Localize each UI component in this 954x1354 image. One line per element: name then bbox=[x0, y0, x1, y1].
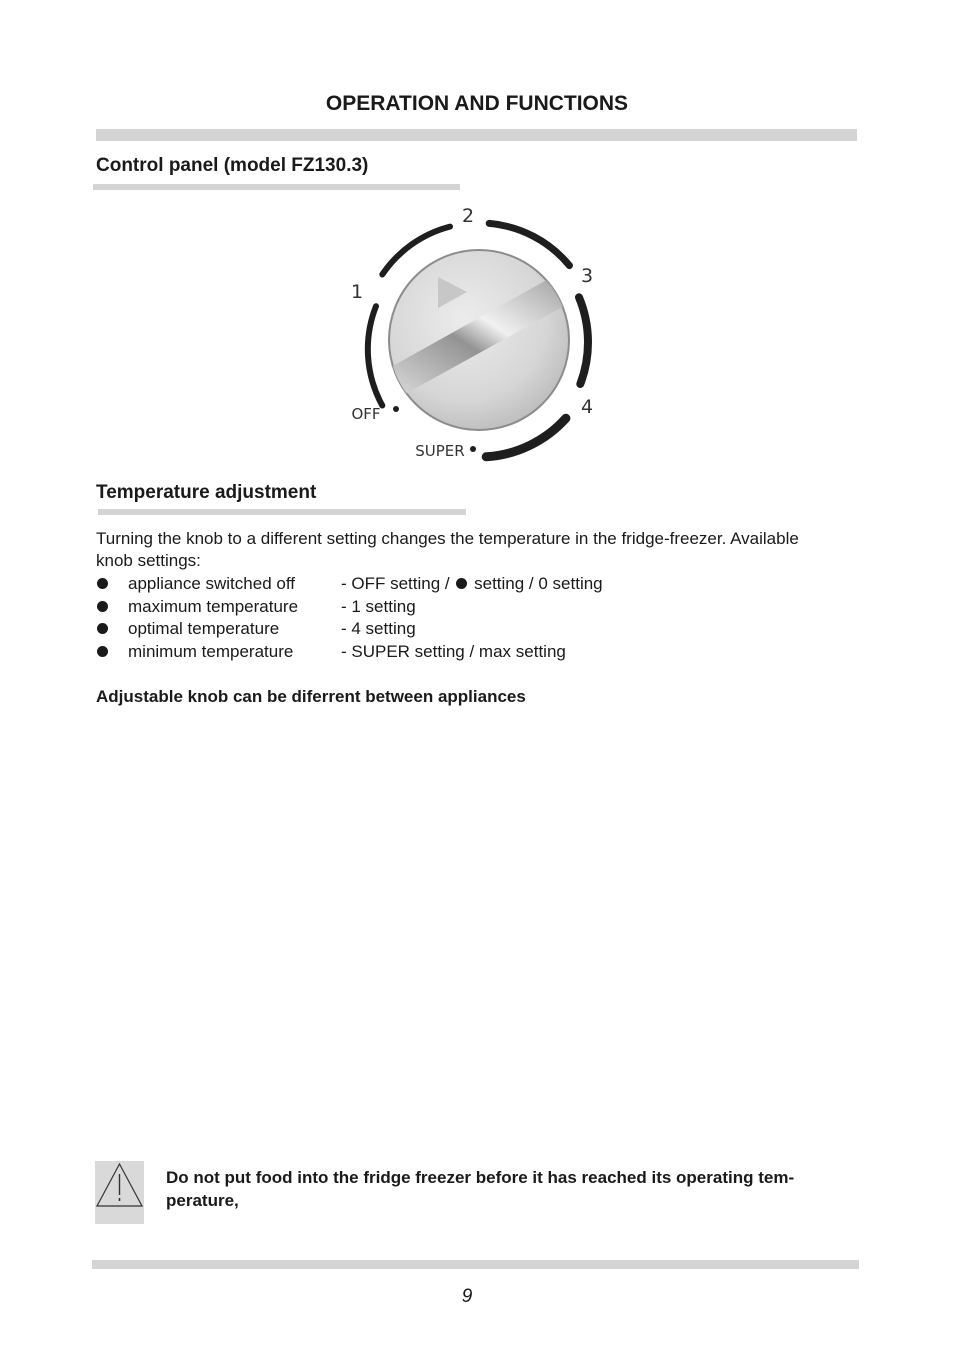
list-item-value: - 4 setting bbox=[341, 619, 416, 639]
knob-label-3: 3 bbox=[580, 265, 594, 287]
knob-label-off: OFF bbox=[351, 405, 381, 423]
list-item bbox=[96, 641, 856, 664]
temperature-underline bbox=[98, 509, 466, 515]
super-dot-icon bbox=[470, 446, 476, 452]
list-item-label: appliance switched off bbox=[128, 574, 295, 593]
knob-label-2: 2 bbox=[461, 205, 475, 227]
page-number: 9 bbox=[461, 1286, 473, 1307]
bullet-icon bbox=[97, 623, 108, 634]
scale-arc-3-4 bbox=[579, 297, 588, 384]
off-dot-icon bbox=[393, 406, 399, 412]
bullet-icon bbox=[97, 601, 108, 612]
list-item-label: maximum temperature bbox=[128, 596, 299, 616]
intro-line-2: knob settings: bbox=[96, 551, 201, 570]
list-item bbox=[96, 573, 856, 596]
list-item-value: - SUPER setting / max setting bbox=[341, 642, 566, 662]
list-item-value: - 1 setting bbox=[341, 596, 416, 616]
list-item-label: minimum temperature bbox=[128, 642, 294, 662]
list-item-value bbox=[341, 573, 603, 595]
warning-text bbox=[166, 1166, 856, 1212]
scale-arc-off-1 bbox=[368, 306, 382, 405]
bullet-icon bbox=[97, 578, 108, 589]
value-suffix: setting / 0 setting bbox=[474, 574, 603, 593]
dot-symbol-icon bbox=[456, 578, 467, 589]
value-prefix: - OFF setting / bbox=[341, 574, 450, 593]
knob-settings-list bbox=[96, 573, 856, 664]
warning-box bbox=[95, 1161, 144, 1224]
temperature-intro bbox=[96, 528, 866, 572]
list-item-label: optimal temperature bbox=[128, 619, 280, 639]
knob-label-1: 1 bbox=[350, 281, 364, 303]
footer-divider bbox=[92, 1260, 859, 1269]
list-item bbox=[96, 618, 856, 641]
bullet-icon bbox=[97, 646, 108, 657]
intro-line-1: Turning the knob to a different setting changes the temperature in the fridge-freezer. Available bbox=[96, 529, 799, 548]
knob-label-super: SUPER bbox=[415, 442, 465, 460]
warning-line-2: perature, bbox=[166, 1191, 239, 1210]
warning-triangle-icon bbox=[95, 1161, 144, 1224]
warning-line-1: Do not put food into the fridge freezer before it has reached its operating tem- bbox=[166, 1168, 795, 1187]
knob-label-4: 4 bbox=[580, 396, 594, 418]
temperature-heading: Temperature adjustment bbox=[96, 482, 317, 503]
control-panel-heading: Control panel (model FZ130.3) bbox=[96, 155, 369, 176]
list-item bbox=[96, 596, 856, 619]
page-title: OPERATION AND FUNCTIONS bbox=[325, 92, 629, 115]
thermostat-knob-illustration bbox=[340, 198, 620, 470]
control-panel-underline bbox=[93, 184, 460, 190]
appliance-note: Adjustable knob can be diferrent between appliances bbox=[96, 687, 526, 706]
title-divider bbox=[96, 129, 857, 141]
